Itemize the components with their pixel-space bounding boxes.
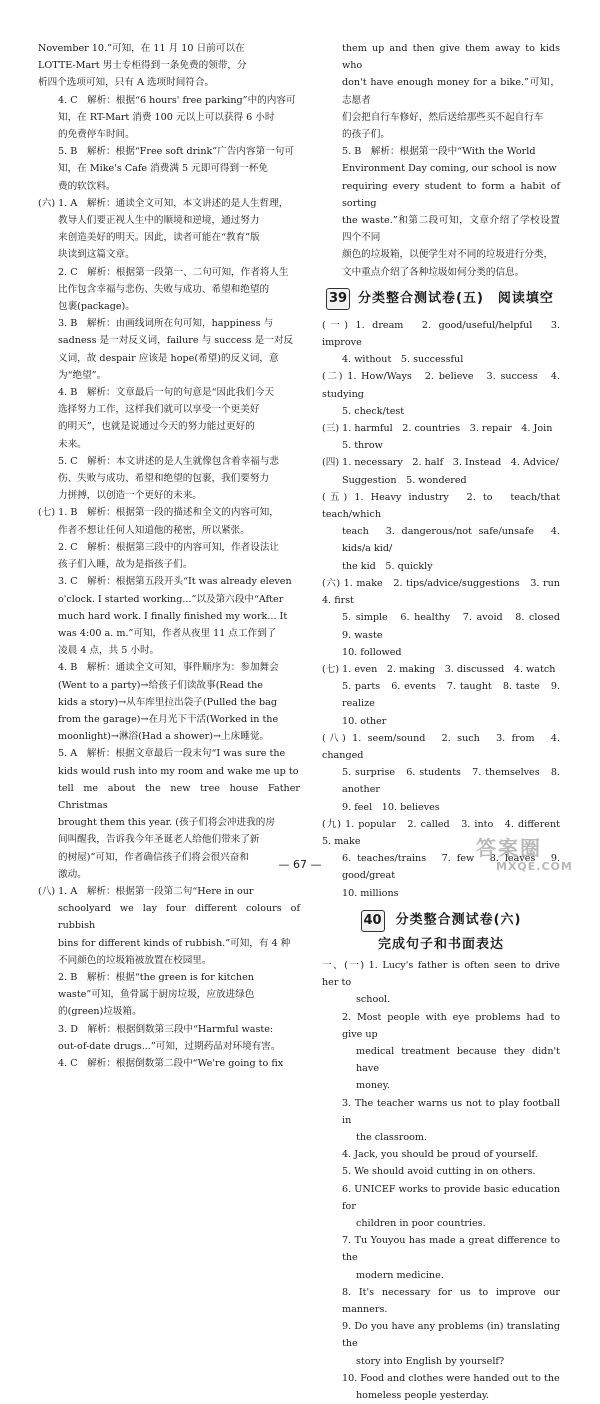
text-line: 教导人们要正视人生中的顺境和逆境，通过努力 [58,215,260,227]
text-line: 一、(一) 1. Lucy's father is often seen to drive her to [322,959,560,989]
text-line: 伤、失败与成功、希望和绝望的包裹，我们要努力 [58,473,270,485]
text-line: them up and then give them away to kids who [342,43,560,72]
text-line: 10. millions [342,887,399,899]
text-line: 选择努力工作，这样我们就可以享受一个更美好 [58,404,260,416]
text-line: LOTTE-Mart 男士专柜得到一条免费的领带，分 [38,60,247,72]
text-line: 10. Food and clothes were handed out to the [342,1372,560,1384]
text-line: 包裹(package)。 [58,301,135,313]
text-line: 2. B 解析：根据“the green is for kitchen [58,971,254,983]
text-line: (六) 1. A 解析：通读全文可知，本文讲述的是人生哲理， [38,197,289,209]
text-line: bins for different kinds of rubbish.”可知，有 4 种 [58,937,291,949]
text-line: (Went to a party)→给孩子们读故事(Read the [58,679,263,691]
text-line: 4. B 解析：通读全文可知，事件顺序为：参加舞会 [58,662,279,674]
text-line: 9. feel 10. believes [342,801,440,813]
right-column [322,40,570,1404]
left-column [38,40,300,1072]
section-title: 分类整合测试卷(六) [395,912,522,928]
text-line: (七) 1. even 2. making 3. discussed 4. watch [322,663,556,675]
text-line: 析四个选项可知，只有 A 选项时间符合。 [38,77,215,89]
section-number-badge: 39 [326,288,350,310]
text-line: the waste.”和第二段可知，文章介绍了学校设置四个不同 [342,215,560,244]
text-line: 2. Most people with eye problems had to give up [342,1011,560,1040]
section-title: 分类整合测试卷(五) 阅读填空 [358,291,554,307]
section-39-answers [322,317,570,902]
text-line: 2. C 解析：根据第一段第一、二句可知，作者将人生 [58,266,289,278]
text-line: 比作包含幸福与悲伤、失败与成功、希望和绝望的 [58,283,270,295]
text-line: waste”可知，鱼骨属于厨房垃圾，应放进绿色 [58,989,255,1001]
text-line: out-of-date drugs...”可知，过期药品对环境有害。 [58,1040,281,1052]
text-line: don't have enough money for a bike.”可知，志愿者 [342,77,560,106]
page-number: — 67 — [278,858,322,871]
text-line: money. [356,1080,390,1092]
text-line: 5. check/test [342,405,405,417]
text-line: 义词，故 despair 应该是 hope(希望)的反义词，意 [58,352,279,364]
text-line: homeless people yesterday. [356,1390,490,1402]
text-line: the classroom. [356,1131,428,1143]
text-line: 作者不想让任何人知道他的秘密，所以紧张。 [58,524,250,536]
text-line: 颜色的垃圾箱，以便学生对不同的垃圾进行分类， [342,249,554,261]
text-line: 孩子们入睡，故为是指孩子们。 [58,559,193,571]
text-line: 5. throw [342,440,383,452]
text-line: kids a story)→从车库里拉出袋子(Pulled the bag [58,696,278,708]
text-line: medical treatment because they didn't have [356,1045,560,1075]
text-line: 5. parts 6. events 7. taught 8. taste 9. realize [342,681,560,710]
text-line: 知，在 RT-Mart 消费 100 元以上可以获得 6 小时 [58,111,275,123]
text-line: modern medicine. [356,1269,444,1281]
site-watermark [476,836,594,882]
text-line: was 4:00 a. m.”可知，作者从夜里 11 点工作到了 [58,627,277,639]
text-line: (三) 1. harmful 2. countries 3. repair 4. Join [322,423,553,435]
text-line: (八) 1. A 解析：根据第一段第二句“Here in our [38,885,254,897]
text-line: 块读到这篇文章。 [58,249,135,261]
text-line: much hard work. I finally finished my work... It [58,610,288,622]
text-line: (二) 1. How/Ways 2. believe 3. success 4. studying [322,371,560,400]
answer-continuation [322,40,560,281]
text-line: 间叫醒我，告诉我今年圣诞老人给他们带来了新 [58,834,260,846]
text-line: 的明天”，也就是说通过今天的努力能过更好的 [58,421,255,433]
text-line: 9. Do you have any problems (in) translating the [342,1321,560,1350]
text-line: schoolyard we lay four different colours of rubbish [58,903,300,932]
text-line: 2. C 解析：根据第三段中的内容可知，作者设法让 [58,541,280,553]
text-line: 的(green)垃圾箱。 [58,1006,142,1018]
text-line: 10. other [342,715,387,727]
text-line: 为“绝望”。 [58,369,107,381]
text-line: o'clock. I started working...”以及第六段中“After [58,593,284,605]
text-line: 的树屋)”可知，作者确信孩子们将会很兴奋和 [58,851,249,863]
section-39-heading [326,287,560,311]
text-line: 5. surprise 6. students 7. themselves 8. another [342,767,560,796]
text-line: 5. A 解析：根据文章最后一段末句“I was sure the [58,748,286,760]
text-line: story into English by yourself? [356,1355,505,1367]
text-line: 5. B 解析：根据“Free soft drink”广告内容第一句可 [58,146,294,158]
text-line: (一) 1. dream 2. good/useful/helpful 3. improve [322,319,560,349]
text-line: 的免费停车时间。 [58,129,135,141]
text-line: 3. D 解析：根据倒数第三段中“Harmful waste: [58,1023,274,1035]
text-line: (九) 1. popular 2. called 3. into 4. different 5. make [322,818,570,847]
text-line: 5. B 解析：根据第一段中“With the World [342,146,536,158]
text-line: 未来。 [58,438,87,450]
text-line: brought them this year. (孩子们将会冲进我的房 [58,817,275,829]
text-line: (六) 1. make 2. tips/advice/suggestions 3. run 4. first [322,577,570,607]
text-line: 4. without 5. successful [342,354,464,366]
text-line: 力拼搏，以创造一个更好的未来。 [58,490,202,502]
text-line: 3. C 解析：根据第五段开头“It was already eleven [58,576,292,588]
text-line: 4. B 解析：文章最后一句的句意是“因此我们今天 [58,387,275,399]
text-line: 费的软饮料。 [58,180,116,192]
text-line: moonlight)→淋浴(Had a shower)→上床睡觉。 [58,731,270,743]
text-line: 7. Tu Youyou has made a great difference to the [342,1235,560,1264]
text-line: Environment Day coming, our school is now [342,163,557,175]
text-line: 们会把自行车修好，然后送给那些买不起自行车 [342,111,544,123]
text-line: kids would rush into my room and wake me up to [58,765,299,777]
text-line: 5. We should avoid cutting in on others. [342,1166,536,1178]
text-line: 来创造美好的明天。因此，读者可能在“教育”版 [58,232,260,244]
text-line: 8. It's necessary for us to improve our manners. [342,1286,560,1316]
text-line: Suggestion 5. wondered [342,474,467,486]
text-line: 的孩子们。 [342,129,390,141]
watermark-url: MXQE.COM [496,860,573,873]
text-line: 知，在 Mike's Cafe 消费满 5 元即可得到一杯免 [58,163,268,175]
text-line: from the garage)→在月光下干活(Worked in the [58,713,279,725]
text-line: (八) 1. seem/sound 2. such 3. from 4. changed [322,732,560,761]
text-line: the kid 5. quickly [342,560,433,572]
text-line: 6. UNICEF works to provide basic education for [342,1183,560,1212]
text-line: 不同颜色的垃圾箱被放置在校园里。 [58,954,212,966]
section-number-badge: 40 [361,910,385,932]
text-line: 4. C 解析：根据“6 hours' free parking”中的内容可 [58,94,296,106]
text-line: 5. simple 6. healthy 7. avoid 8. closed 9. waste [342,612,570,641]
section-40-answers [322,957,560,1404]
text-line: (四) 1. necessary 2. half 3. Instead 4. Advice/ [322,457,559,469]
text-line: November 10.”可知，在 11 月 10 日前可以在 [38,43,245,54]
text-line: 文中重点介绍了各种垃圾如何分类的信息。 [342,266,525,278]
text-line: requiring every student to form a habit of sorting [342,180,560,209]
text-line: 4. Jack, you should be proud of yourself. [342,1149,538,1161]
text-line: sadness 是一对反义词，failure 与 success 是一对反 [58,335,294,347]
text-line: 10. followed [342,646,402,658]
text-line: 激动。 [58,868,87,880]
text-line: (七) 1. B 解析：根据第一段的描述和全文的内容可知， [38,507,279,519]
text-line: 6. teaches/trains 7. few 8. leaves 9. good/great [342,853,560,882]
watermark-logo-text: 答案圈 [476,836,542,860]
text-line: 5. C 解析：本文讲述的是人生就像包含着幸福与悲 [58,455,280,467]
text-line: 3. The teacher warns us not to play football in [342,1097,560,1126]
text-line: 凌晨 4 点，共 5 小时。 [58,645,160,657]
section-40-heading [322,910,560,932]
text-line: 4. C 解析：根据倒数第二段中“We're going to fix [58,1057,284,1069]
text-line: tell me about the new tree house Father Christmas [58,782,300,811]
section-subtitle: 完成句子和书面表达 [377,936,504,952]
text-line: teach 3. dangerous/not safe/unsafe 4. kids/a kid/ [342,526,560,555]
text-line: children in poor countries. [356,1218,486,1229]
text-line: (五) 1. Heavy industry 2. to teach/that teach/which [322,491,560,521]
text-line: 3. B 解析：由画线词所在句可知，happiness 与 [58,318,274,330]
text-line: school. [356,994,391,1006]
